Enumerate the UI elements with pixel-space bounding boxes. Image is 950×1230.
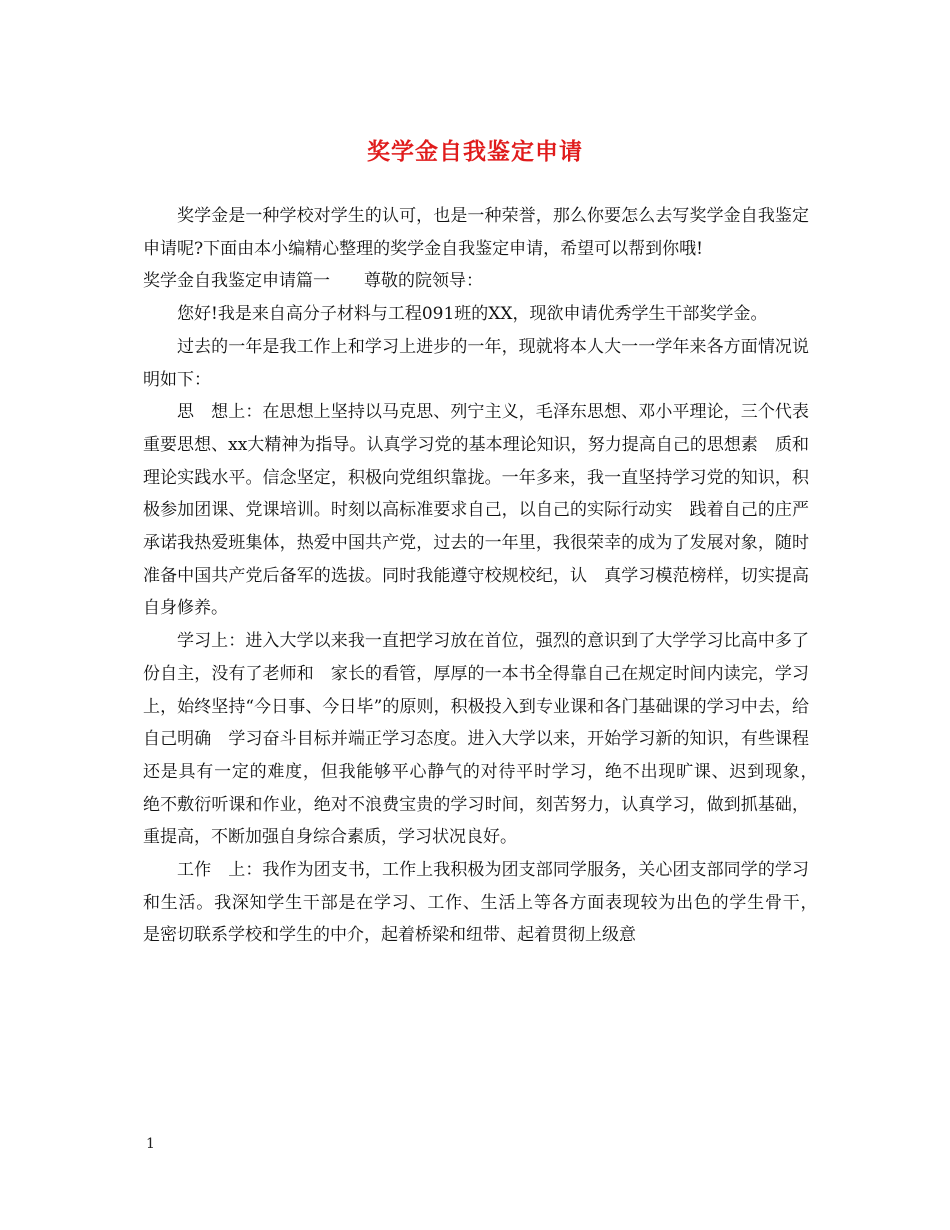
document-body: [143, 200, 826, 952]
overview-paragraph: 过去的一年是我工作上和学习上进步的一年，现就将本人大一一学年来各方面情况说明如下：: [143, 336, 809, 390]
greeting-paragraph: 您好!我是来自高分子材料与工程091班的XX，现欲申请优秀学生干部奖学金。: [177, 304, 768, 325]
study-paragraph: 学习上：进入大学以来我一直把学习放在首位，强烈的意识到了大学学习比高中多了份自主，没有了老师和 家长的看管，厚厚的一本书全得靠自己在规定时间内读完，学习上，始终坚持“今日事、今日毕”的原则，积极投入到专业课和各门基础课的学习中去，给自己明确 学习奋斗目标并端正学习态度。进入大学以来，开始学习新的知识，有些课程还是具有一定的难度，但我能够平心静气的对待平时学习，绝不出现旷课、迟到现象， 绝不敷衍听课和作业，绝对不浪费宝贵的学习时间，刻苦努力，认真学习，做到抓基础，重提高，不断加强自身综合素质，学习状况良好。: [143, 631, 826, 848]
page-number: 1: [146, 1136, 155, 1152]
work-paragraph: 工作 上：我作为团支书，工作上我积极为团支部同学服务，关心团支部同学的学习和生活。我深知学生干部是在学习、工作、生活上等各方面表现较为出色的学生骨干， 是密切联系学校和学生的中介，起着桥梁和纽带、起着贯彻上级意: [143, 860, 826, 946]
ideology-paragraph: 思 想上：在思想上坚持以马克思、列宁主义，毛泽东思想、邓小平理论，三个代表重要思想、xx大精神为指导。认真学习党的基本理论知识，努力提高自己的思想素 质和理论实践水平。信念坚定，积极向党组织靠拢。一年多来，我一直坚持学习党的知识，积极参加团课、党课培训。时刻以高标准要求自己，以自己的实际行动实 践着自己的庄严承诺我热爱班集体，热爱中国共产党，过去的一年里，我很荣幸的成为了发展对象，随时准备中国共产党后备军的选拔。同时我能遵守校规校纪，认 真学习模范榜样，切实提高自身修养。: [143, 402, 809, 619]
intro-paragraph: 奖学金是一种学校对学生的认可，也是一种荣誉，那么你要怎么去写奖学金自我鉴定申请呢?下面由本小编精心整理的奖学金自我鉴定申请，希望可以帮到你哦!: [143, 206, 809, 259]
page-title: 奖学金自我鉴定申请: [367, 138, 583, 165]
salutation-line: 奖学金自我鉴定申请篇一 尊敬的院领导：: [143, 271, 483, 292]
